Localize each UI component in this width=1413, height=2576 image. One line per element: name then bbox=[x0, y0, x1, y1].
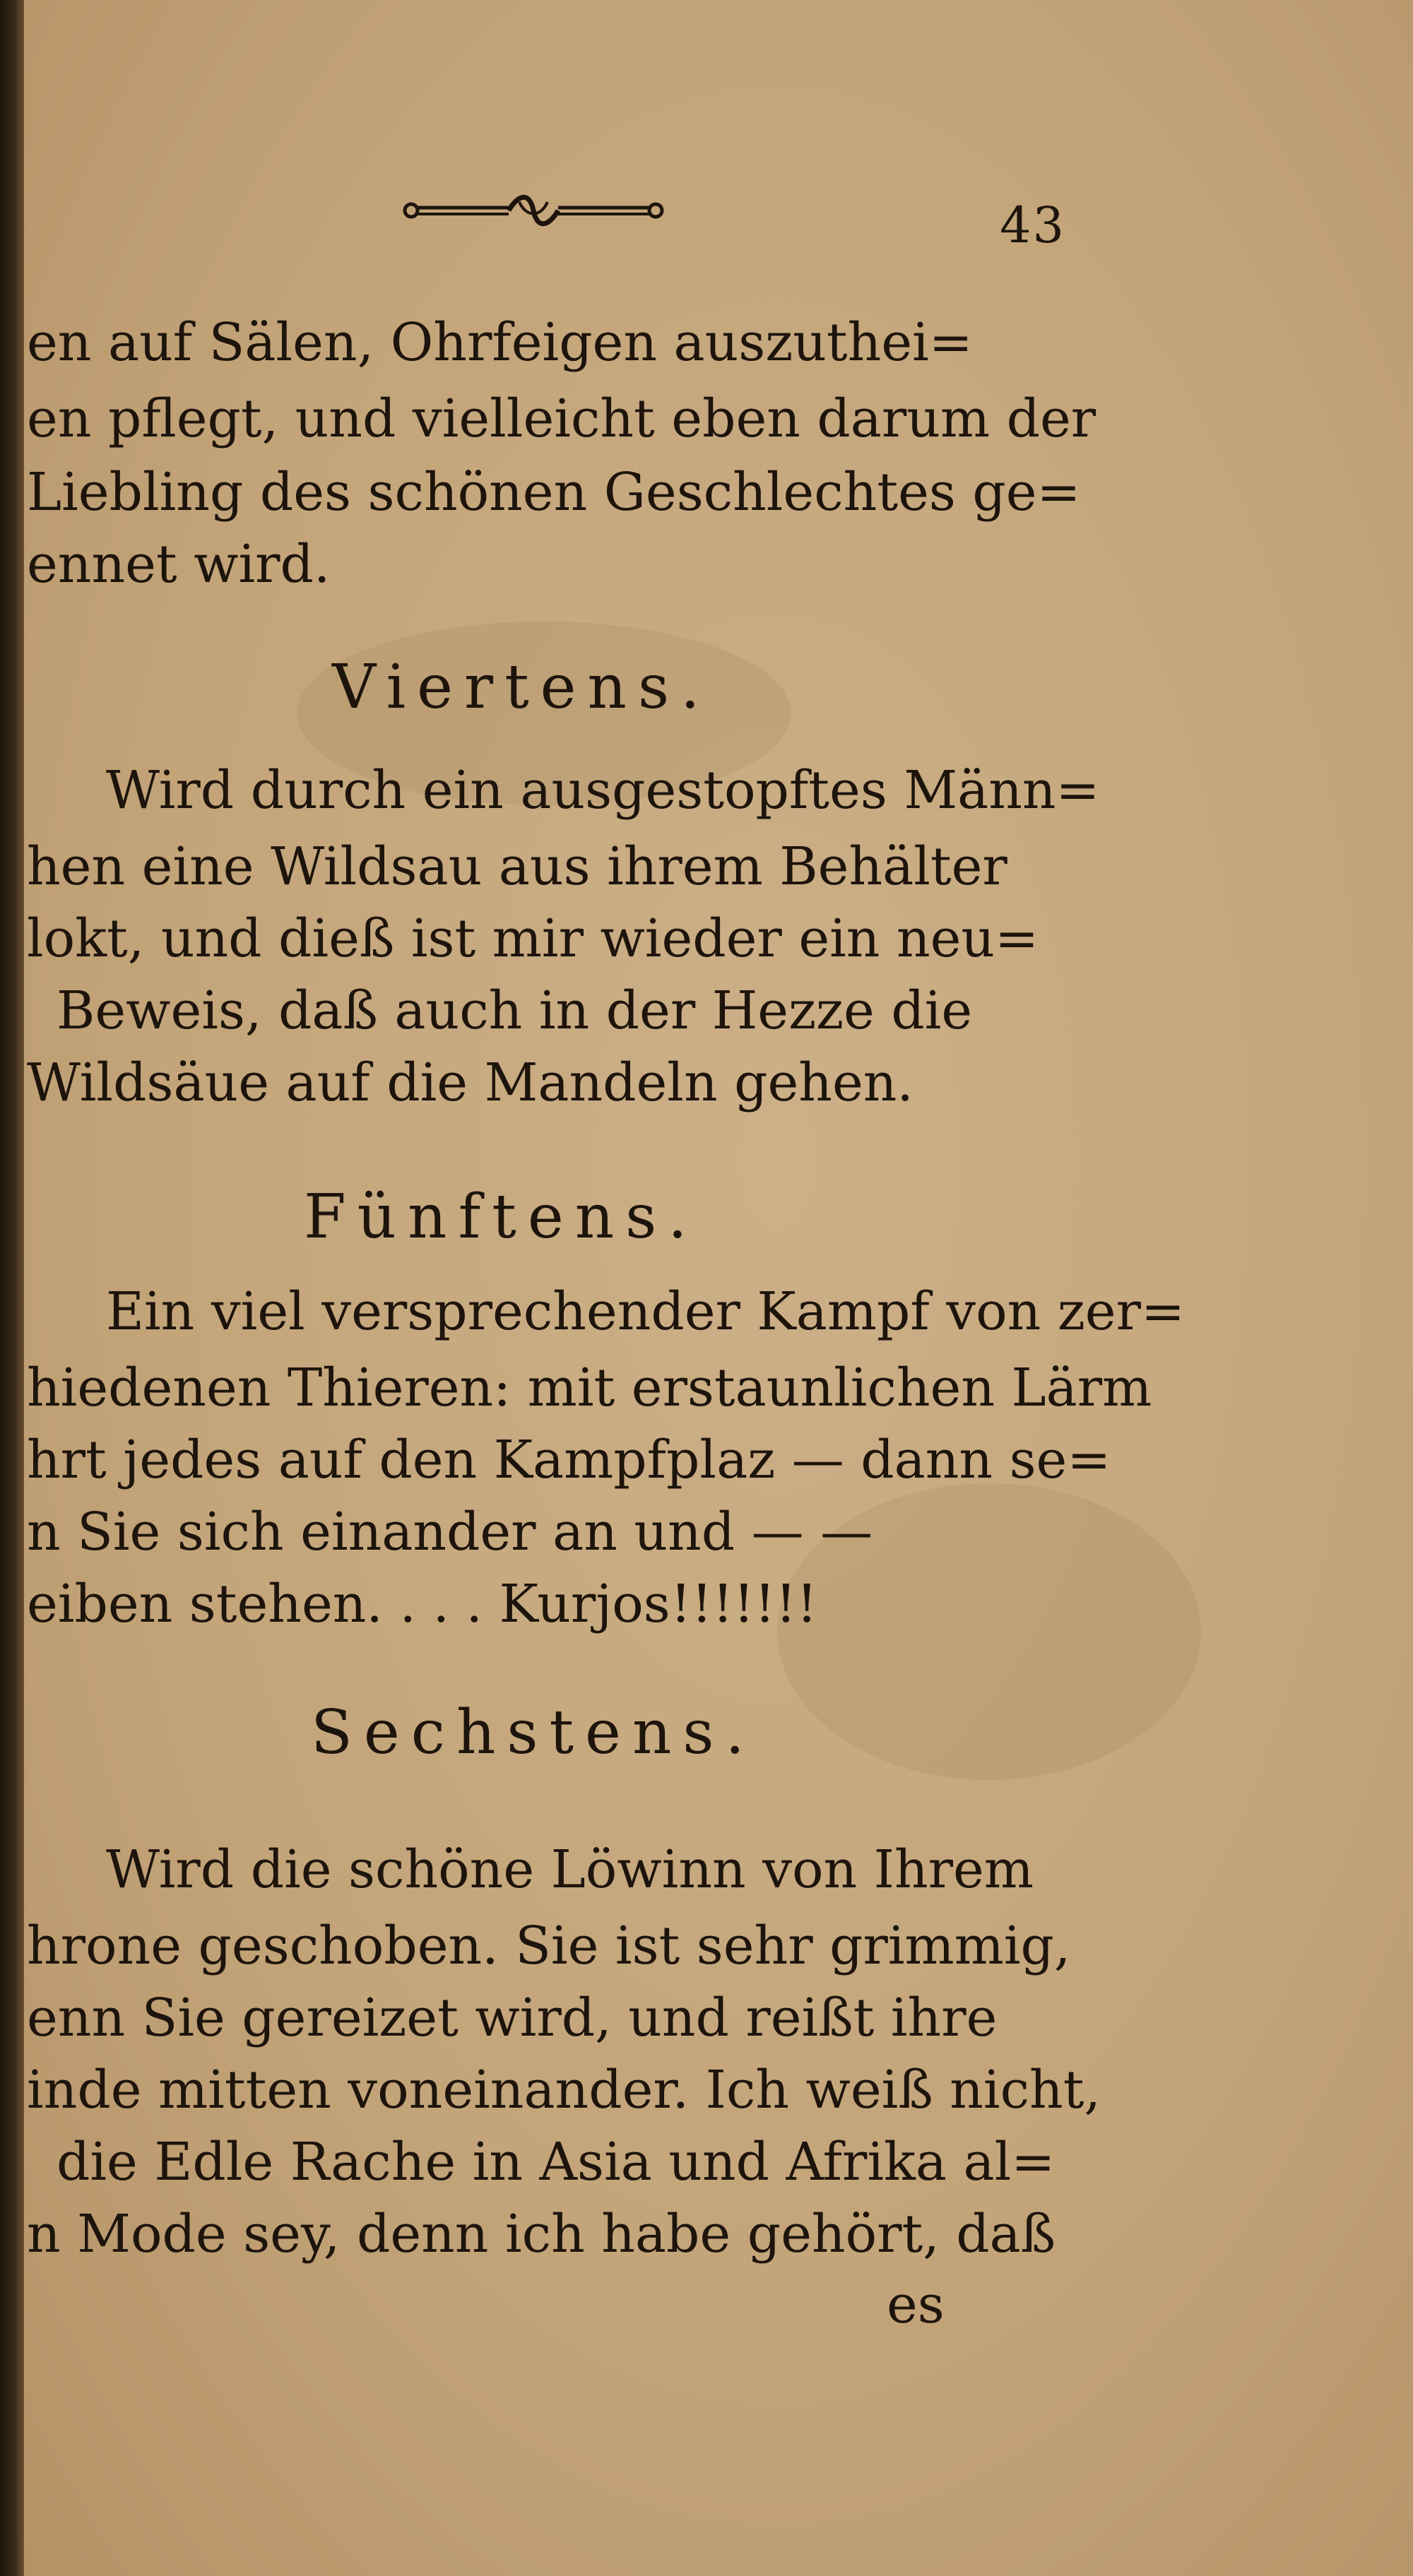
text-line: hen eine Wildsau aus ihrem Behälter bbox=[27, 836, 1007, 897]
catchword: es bbox=[887, 2274, 945, 2335]
page-number: 43 bbox=[1000, 196, 1066, 254]
text-line: Beweis, daß auch in der Hezze die bbox=[57, 980, 973, 1041]
text-line: inde mitten voneinander. Ich weiß nicht, bbox=[27, 2060, 1101, 2120]
text-line: en auf Sälen, Ohrfeigen auszuthei= bbox=[27, 312, 973, 373]
ornament-rule-icon bbox=[403, 189, 664, 232]
text-line: n Sie sich einander an und — — bbox=[27, 1502, 873, 1562]
book-binding-edge bbox=[0, 0, 24, 2576]
text-line: Wird die schöne Löwinn von Ihrem bbox=[106, 1839, 1034, 1900]
text-line: n Mode sey, denn ich habe gehört, daß bbox=[27, 2204, 1056, 2265]
text-line: en pflegt, und vielleicht eben darum der bbox=[27, 388, 1096, 449]
text-line: Wird durch ein ausgestopftes Männ= bbox=[106, 760, 1100, 821]
section-heading-viertens: Viertens. bbox=[332, 652, 711, 723]
text-line: Wildsäue auf die Mandeln gehen. bbox=[27, 1052, 914, 1113]
text-line: hrone geschoben. Sie ist sehr grimmig, bbox=[27, 1916, 1071, 1976]
section-heading-fuenftens: Fünftens. bbox=[304, 1182, 699, 1252]
text-line: eiben stehen. . . . Kurjos!!!!!!! bbox=[27, 1574, 817, 1634]
text-line: ennet wird. bbox=[27, 534, 331, 595]
text-line: lokt, und dieß ist mir wieder ein neu= bbox=[27, 908, 1039, 969]
text-line: Liebling des schönen Geschlechtes ge= bbox=[27, 462, 1081, 523]
text-line: Ein viel versprechender Kampf von zer= bbox=[106, 1281, 1185, 1342]
section-heading-sechstens: Sechstens. bbox=[311, 1697, 756, 1768]
text-line: enn Sie gereizet wird, und reißt ihre bbox=[27, 1988, 998, 2048]
text-line: hrt jedes auf den Kampfplaz — dann se= bbox=[27, 1430, 1111, 1490]
text-line: hiedenen Thieren: mit erstaunlichen Lärm bbox=[27, 1358, 1152, 1418]
text-line: die Edle Rache in Asia und Afrika al= bbox=[57, 2132, 1056, 2192]
